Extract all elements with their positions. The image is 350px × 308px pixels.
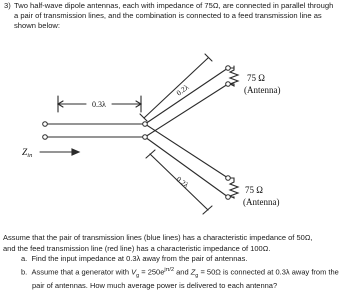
terminal-feed-top-left xyxy=(43,122,48,127)
upper-branch-length-label: 0.2λ xyxy=(174,82,191,98)
part-a xyxy=(3,254,349,265)
intro-line-3: shown below: xyxy=(14,21,61,30)
terminal-upper-1 xyxy=(226,66,231,71)
upper-branch-line-1 xyxy=(145,68,228,124)
intro-line-2: a pair of transmission lines, and the combination is connected to a feed transmission line as xyxy=(14,11,322,20)
lower-branch-line-1 xyxy=(145,124,228,178)
zg-sub: g xyxy=(195,272,199,279)
part-b xyxy=(3,265,349,292)
terminal-lower-2 xyxy=(226,195,231,200)
upper-dimension-tick-left xyxy=(140,114,147,121)
assumption-line-2: and the feed transmission line (red line) has a characteristic impedance of 100Ω. xyxy=(3,243,271,253)
part-a-text: Find the input impedance at 0.3λ away from the pair of antennas. xyxy=(31,254,248,264)
and-word: and xyxy=(174,267,191,277)
assumption-line-1: Assume that the pair of transmission lines (blue lines) has a characteristic impedance of 50Ω, xyxy=(3,233,313,242)
junction-top xyxy=(143,122,148,127)
vg-exp: jπ/2 xyxy=(164,266,175,273)
terminal-feed-bottom-left xyxy=(43,135,48,140)
part-a-label: a. xyxy=(21,254,28,264)
vg-sub: g xyxy=(136,272,140,279)
problem-assumptions xyxy=(3,233,349,292)
part-b-line-2: from the pair of antennas. How much average power is delivered to each antenna? xyxy=(32,267,339,291)
vg-eq: = 250e xyxy=(139,267,165,277)
lower-load-name: (Antenna) xyxy=(243,197,280,207)
part-b-intro: Assume that a generator with xyxy=(31,267,129,277)
problem-intro xyxy=(4,1,348,31)
zg-symbol: Z xyxy=(190,267,196,277)
zin-label: $Z_{in}$ xyxy=(22,148,33,159)
vg-symbol: V xyxy=(131,267,137,277)
circuit-diagram xyxy=(0,38,350,234)
junction-bottom xyxy=(143,135,148,140)
terminal-lower-1 xyxy=(226,176,231,181)
zg-rest: = 50Ω is connected at 0.3λ away xyxy=(198,267,310,277)
upper-load-value: 75 Ω xyxy=(247,73,265,83)
feed-length-label: 0.3λ xyxy=(92,100,106,109)
lower-branch-line-2 xyxy=(145,137,228,197)
zin-arrow-head xyxy=(72,149,79,155)
lower-branch-length-label: 0.2λ xyxy=(174,174,191,190)
problem-number: 3) xyxy=(4,1,11,10)
terminal-upper-2 xyxy=(226,82,231,87)
lower-load-value: 75 Ω xyxy=(245,185,263,195)
part-b-label: b. xyxy=(21,267,28,277)
intro-line-1: Two half-wave dipole antennas, each with impedance of 75Ω, are connected in parallel through xyxy=(14,1,334,10)
upper-load-name: (Antenna) xyxy=(244,85,281,95)
